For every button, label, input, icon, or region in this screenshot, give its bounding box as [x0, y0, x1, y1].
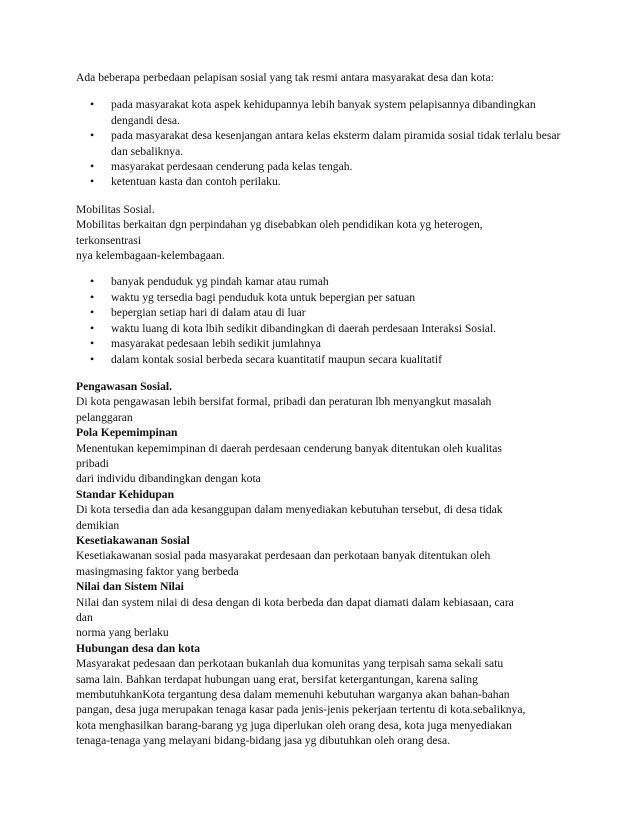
- section-line: pangan, desa juga merupakan tenaga kasar pada jenis-jenis pekerjaan tertentu di kota.sebaliknya,: [76, 703, 526, 717]
- list-item: • banyak penduduk yg pindah kamar atau rumah: [76, 274, 568, 289]
- section-line: Menentukan kepemimpinan di daerah perdesaan cenderung banyak ditentukan oleh kualitas: [76, 441, 502, 455]
- mobility-list: [76, 274, 568, 366]
- section-line: membutuhkanKota tergantung desa dalam memenuhi kebutuhan warganya akan bahan-bahan: [76, 688, 510, 702]
- section-line: masingmasing faktor yang berbeda: [76, 564, 239, 578]
- section-line: dari individu dibandingkan dengan kota: [76, 472, 261, 486]
- section-line: norma yang berlaku: [76, 626, 169, 640]
- section-line: Nilai dan system nilai di desa dengan di kota berbeda dan dapat diamati dalam kebiasaan, cara: [76, 595, 514, 609]
- list-item: • masyarakat pedesaan lebih sedikit jumlahnya: [76, 336, 568, 351]
- section-line: kota menghasilkan barang-barang yg juga diperlukan oleh orang desa, kota juga menyediakan: [76, 718, 512, 732]
- section-heading: Pengawasan Sosial.: [76, 379, 172, 393]
- section-line: dan: [76, 611, 93, 624]
- section-heading: Kesetiakawanan Sosial: [76, 533, 190, 547]
- list-item: • masyarakat perdesaan cenderung pada kelas tengah.: [76, 159, 568, 174]
- list-item: • ketentuan kasta dan contoh perilaku.: [76, 174, 568, 189]
- section-line: Masyarakat pedesaan dan perkotaan bukanlah dua komunitas yang terpisah sama sekali satu: [76, 657, 504, 671]
- section-line: sama lain. Bahkan terdapat hubungan uang erat, bersifat ketergantungan, karena saling: [76, 672, 478, 686]
- section-heading: Standar Kehidupan: [76, 487, 175, 501]
- section-line: demikian: [76, 518, 120, 532]
- list-item: • waktu yg tersedia bagi penduduk kota untuk bepergian per satuan: [76, 290, 568, 305]
- section-line: Di kota tersedia dan ada kesanggupan dalam menyediakan kebutuhan tersebut, di desa tidak: [76, 503, 503, 517]
- section-heading: Nilai dan Sistem Nilai: [76, 580, 184, 594]
- list-item: • dalam kontak sosial berbeda secara kuantitatif maupun secara kualitatif: [76, 352, 568, 367]
- section-line: pelanggaran: [76, 410, 133, 424]
- list-item: • pada masyarakat desa kesenjangan antara kelas eksterm dalam piramida sosial tidak terlalu besar dan sebaliknya.: [76, 128, 568, 159]
- section-heading: Pola Kepemimpinan: [76, 426, 178, 440]
- list-item: • waktu luang di kota lbih sedikit dibandingkan di daerah perdesaan Interaksi Sosial.: [76, 321, 568, 336]
- section-line: tenaga-tenaga yang melayani bidang-bidang jasa yg dibutuhkan oleh orang desa.: [76, 734, 451, 748]
- list-item: • pada masyarakat kota aspek kehidupannya lebih banyak system pelapisannya dibandingkan dengandi desa.: [76, 97, 568, 128]
- mobilitas-line: nya kelembagaan-kelembagaan.: [76, 249, 225, 263]
- stratification-list: [76, 97, 568, 189]
- mobilitas-line: terkonsentrasi: [76, 233, 142, 247]
- section-line: pribadi: [76, 456, 109, 470]
- list-item: • bepergian setiap hari di dalam atau di luar: [76, 305, 568, 320]
- section-line: Kesetiakawanan sosial pada masyarakat perdesaan dan perkotaan banyak ditentukan oleh: [76, 549, 491, 563]
- mobilitas-title: Mobilitas Sosial.: [76, 202, 155, 216]
- section-line: Di kota pengawasan lebih bersifat formal, pribadi dan peraturan lbh menyangkut masalah: [76, 395, 492, 409]
- section-heading: Hubungan desa dan kota: [76, 641, 201, 655]
- mobilitas-line: Mobilitas berkaitan dgn perpindahan yg disebabkan oleh pendidikan kota yg heterogen,: [76, 218, 483, 232]
- intro-paragraph: Ada beberapa perbedaan pelapisan sosial yang tak resmi antara masyarakat desa dan kota:: [76, 71, 494, 84]
